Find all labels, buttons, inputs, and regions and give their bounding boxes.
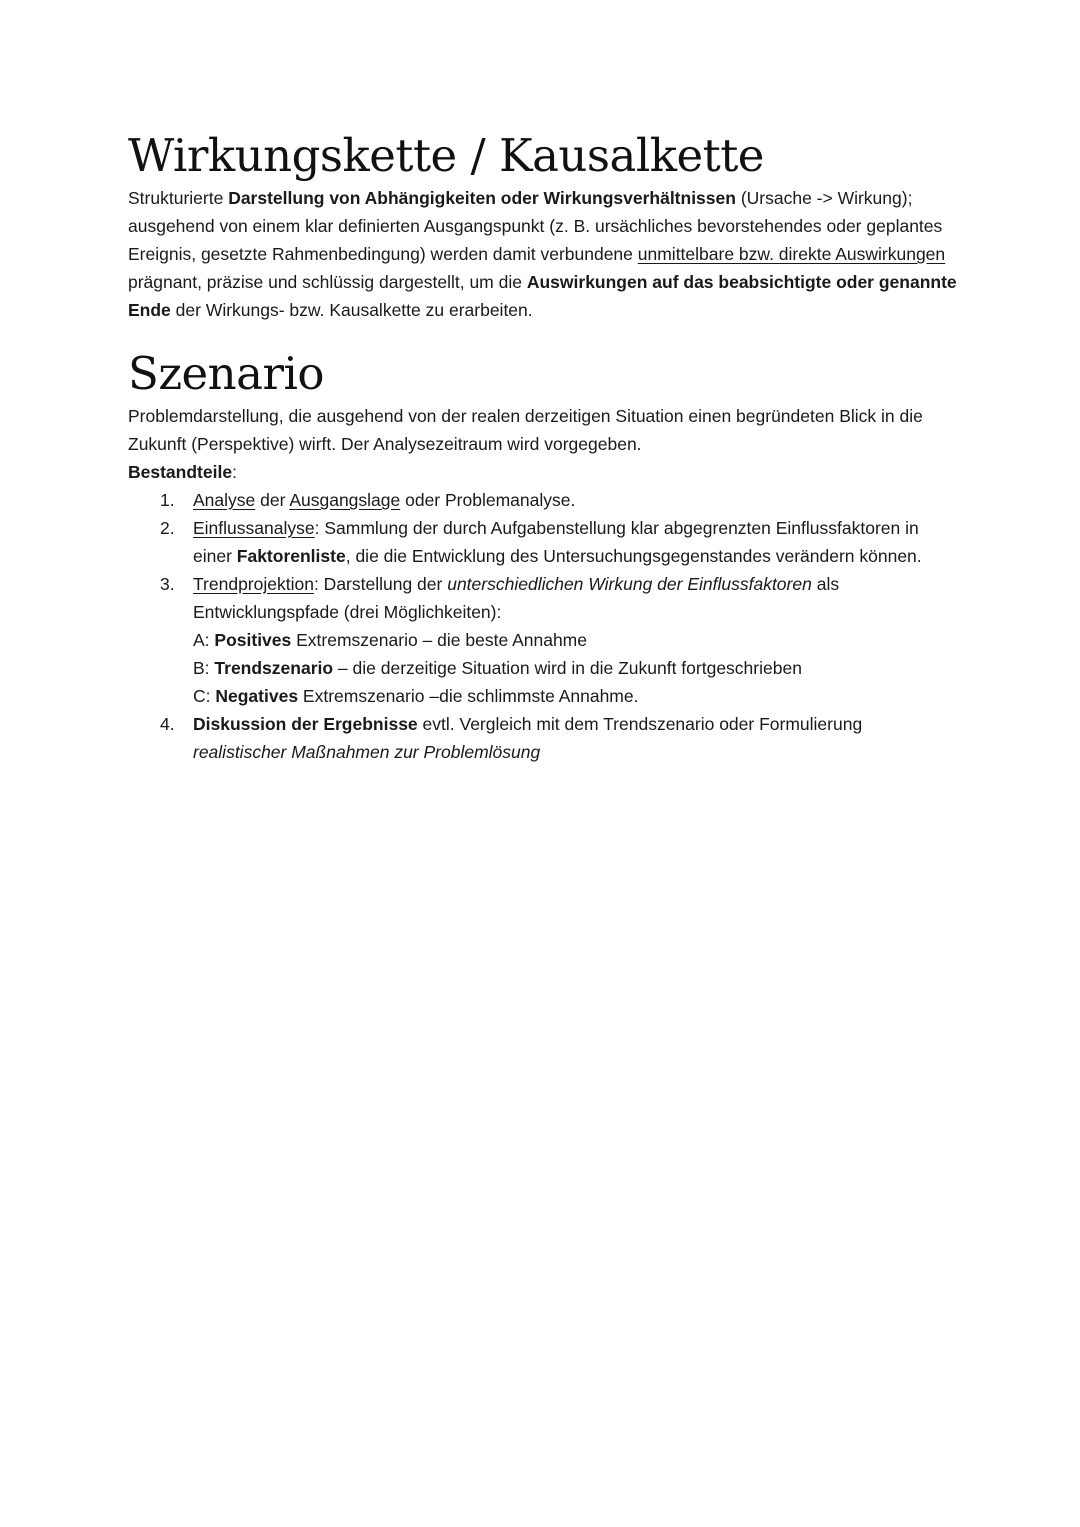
underlined-text: Einflussanalyse [193,518,315,538]
list-item-4 [128,710,958,766]
text-run: (Ursache -> Wirkung); ausgehend von einem klar definierten Ausgangspunkt (z. B. ursächliches bevorstehendes oder geplantes Ereignis, gesetzte Rahmenbedingung) werden damit verbundene [128,188,943,264]
underlined-text: Trendprojektion [193,574,314,594]
scenario-c [193,682,958,710]
scenario-a [193,626,958,654]
text-run: prägnant, präzise und schlüssig dargestellt, um die [128,272,527,292]
underlined-text: unmittelbare bzw. direkte Auswirkungen [637,244,946,264]
paragraph-wirkungskette [128,184,958,324]
text-run: Problemdarstellung, die ausgehend von der realen derzeitigen Situation einen begründeten Blick in die Zukunft (Perspektive) wirft. Der Analysezeitraum wird vorgegeben. [128,406,923,454]
scenario-prefix: A: [193,630,215,650]
list-number: 2. [160,518,175,538]
bold-text: Faktorenliste [236,546,346,566]
heading-wirkungskette: Wirkungskette / Kausalkette [128,129,764,182]
components-label: Bestandteile [128,462,233,482]
list-number: 1. [160,490,175,510]
text-run: : Darstellung der [313,574,448,594]
list-item-3 [128,570,958,710]
text-run: Strukturierte [128,188,229,208]
scenario-prefix: B: [193,658,215,678]
text-run: als Entwicklungspfade (drei Möglichkeiten): [193,574,840,622]
components-list [128,486,958,766]
document-page [128,128,958,766]
text-run: oder Problemanalyse. [400,490,576,510]
paragraph-szenario-intro [128,402,958,486]
bold-text: Trendszenario [214,658,334,678]
bold-text: Auswirkungen auf das beabsichtigte oder genannte Ende [128,272,957,320]
text-run: evtl. Vergleich mit dem Trendszenario oder Formulierung [417,714,863,734]
text-run: : Sammlung der durch Aufgabenstellung klar abgegrenzten Einflussfaktoren in einer [193,518,919,566]
list-item-2 [128,514,958,570]
underlined-text: Analyse [193,490,256,510]
bold-text: Positives [214,630,292,650]
text-run: : [232,462,237,482]
text-run: der Wirkungs- bzw. Kausalkette zu erarbeiten. [170,300,533,320]
bold-text: Negatives [215,686,299,706]
text-run: – die derzeitige Situation wird in die Zukunft fortgeschrieben [333,658,802,678]
heading-szenario: Szenario [128,347,324,400]
text-run: Extremszenario –die schlimmste Annahme. [298,686,639,706]
list-number: 4. [160,714,175,734]
text-run: der [255,490,290,510]
list-number: 3. [160,574,175,594]
underlined-text: Ausgangslage [289,490,401,510]
bold-text: Darstellung von Abhängigkeiten oder Wirkungsverhältnissen [228,188,736,208]
list-item-1 [128,486,958,514]
scenario-b [193,654,958,682]
italic-text: unterschiedlichen Wirkung der Einflussfaktoren [447,574,812,594]
scenario-prefix: C: [193,686,216,706]
italic-text: realistischer Maßnahmen zur Problemlösung [193,742,541,762]
text-run: Extremszenario – die beste Annahme [291,630,587,650]
bold-text: Diskussion der Ergebnisse [193,714,418,734]
text-run: , die die Entwicklung des Untersuchungsgegenstandes verändern können. [345,546,922,566]
